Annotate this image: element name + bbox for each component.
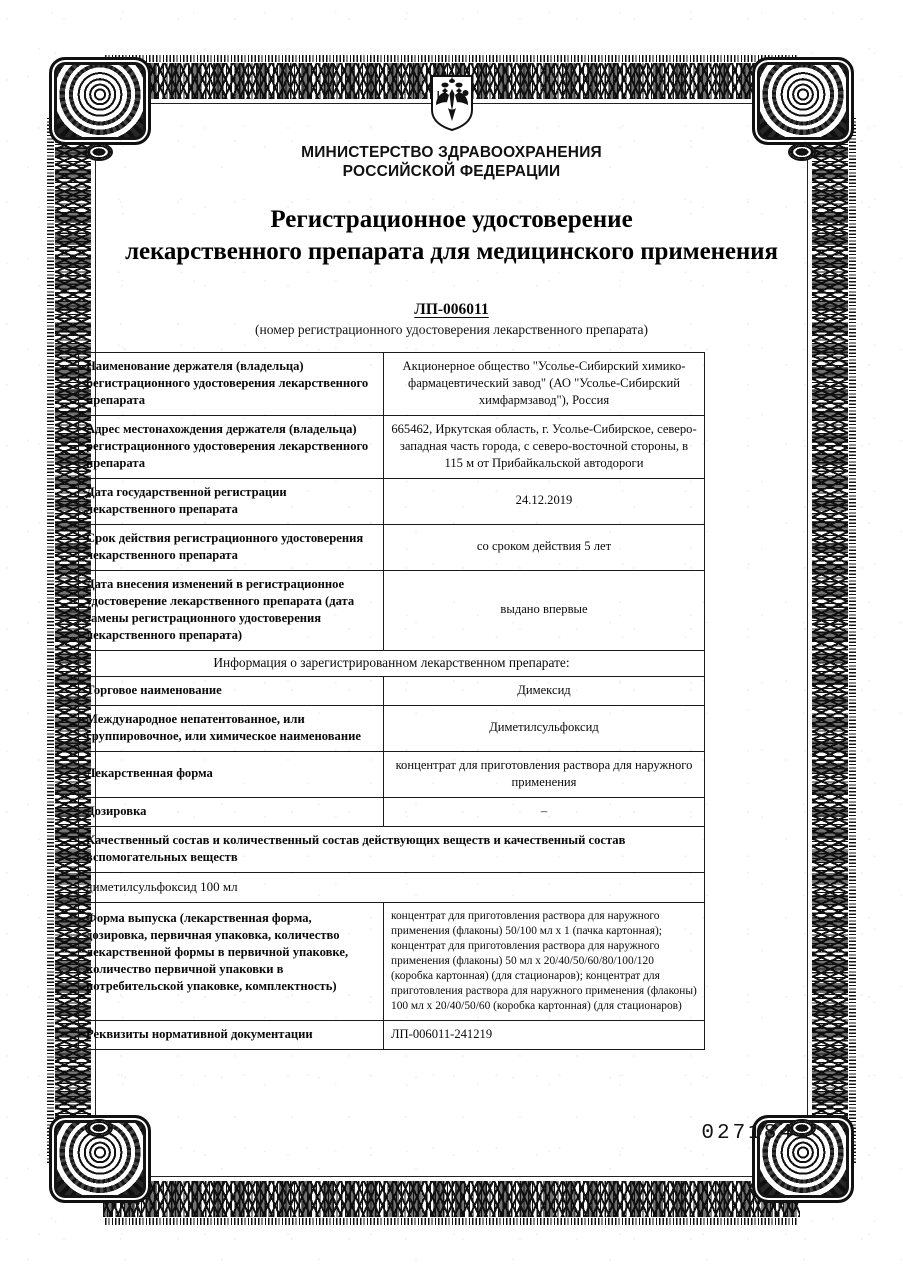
table-row xyxy=(79,705,705,751)
table-row-value: – xyxy=(384,797,705,826)
table-row-label: Адрес местонахождения держателя (владельца) регистрационного удостоверения лекарственного препарата xyxy=(79,415,384,478)
table-row-label: Дата внесения изменений в регистрационное удостоверение лекарственного препарата (дата замены регистрационного удостоверения лекарственного препарата) xyxy=(79,570,384,650)
table-row xyxy=(79,872,705,902)
table-fullwidth-label: Качественный состав и количественный состав действующих веществ и качественный состав вспомогательных веществ xyxy=(79,826,705,872)
table-row xyxy=(79,650,705,676)
table-row xyxy=(79,478,705,524)
document-title xyxy=(78,204,825,269)
table-row-value: 24.12.2019 xyxy=(384,478,705,524)
table-row xyxy=(79,826,705,872)
table-row xyxy=(79,524,705,570)
table-row-label: Форма выпуска (лекарственная форма, дозировка, первичная упаковка, количество лекарственной формы в первичной упаковке, количество первичной упаковки в потребительской упаковке, комплектность) xyxy=(79,902,384,1020)
document-title-line-2: лекарственного препарата для медицинского применения xyxy=(125,238,778,266)
table-row xyxy=(79,570,705,650)
table-row xyxy=(79,1021,705,1050)
ministry-line-1: МИНИСТЕРСТВО ЗДРАВООХРАНЕНИЯ xyxy=(301,144,602,161)
russian-coat-of-arms-icon xyxy=(429,74,475,132)
table-row xyxy=(79,415,705,478)
registration-number: ЛП-006011 xyxy=(414,300,489,318)
table-row-label: Международное непатентованное, или группировочное, или химическое наименование xyxy=(79,705,384,751)
serial-number: 027184 xyxy=(701,1122,795,1145)
ministry-line-2: РОССИЙСКОЙ ФЕДЕРАЦИИ xyxy=(342,162,561,180)
table-row-value: Димексид xyxy=(384,676,705,705)
table-row xyxy=(79,797,705,826)
table-row-label: Реквизиты нормативной документации xyxy=(79,1021,384,1050)
table-row-value: выдано впервые xyxy=(384,570,705,650)
table-row-value: Диметилсульфоксид xyxy=(384,705,705,751)
ministry-heading xyxy=(78,144,825,182)
table-row-value: Акционерное общество "Усолье-Сибирский химико-фармацевтический завод" (АО "Усолье-Сибирский химфармзавод"), Россия xyxy=(384,352,705,415)
table-row-label: Дата государственной регистрации лекарственного препарата xyxy=(79,478,384,524)
table-row-label: Торговое наименование xyxy=(79,676,384,705)
table-row-label: Срок действия регистрационного удостоверения лекарственного препарата xyxy=(79,524,384,570)
table-section-heading: Информация о зарегистрированном лекарственном препарате: xyxy=(79,650,705,676)
table-row xyxy=(79,676,705,705)
table-row-value: концентрат для приготовления раствора для наружного применения xyxy=(384,751,705,797)
table-row xyxy=(79,902,705,1020)
table-row-value: ЛП-006011-241219 xyxy=(384,1021,705,1050)
table-row-value: со сроком действия 5 лет xyxy=(384,524,705,570)
table-row-value: 665462, Иркутская область, г. Усолье-Сибирское, северо-западная часть города, с северо-восточной стороны, в 115 м от Прибайкальской автодороги xyxy=(384,415,705,478)
registration-number-caption: (номер регистрационного удостоверения лекарственного препарата) xyxy=(255,321,648,337)
document-title-line-1: Регистрационное удостоверение xyxy=(270,205,633,233)
table-row xyxy=(79,751,705,797)
emblem-container xyxy=(78,74,825,137)
table-row-label: Лекарственная форма xyxy=(79,751,384,797)
table-row-value: концентрат для приготовления раствора для наружного применения (флаконы) 50/100 мл х 1 (пачка картонная); концентрат для приготовления раствора для наружного применения (флаконы) 50 мл х 20/40/50/60/80/100/120 (коробка картонная) (для стационаров); концентрат для приготовления раствора для наружного применения (флаконы) 100 мл х 20/40/50/60 (коробка картонная) (для стационаров) xyxy=(384,902,705,1020)
table-row xyxy=(79,352,705,415)
table-row-label: Наименование держателя (владельца) регистрационного удостоверения лекарственного препарата xyxy=(79,352,384,415)
table-fullwidth-value: диметилсульфоксид 100 мл xyxy=(79,872,705,902)
table-row-label: Дозировка xyxy=(79,797,384,826)
registration-details-table xyxy=(78,352,705,1050)
registration-details-body xyxy=(79,352,705,1049)
